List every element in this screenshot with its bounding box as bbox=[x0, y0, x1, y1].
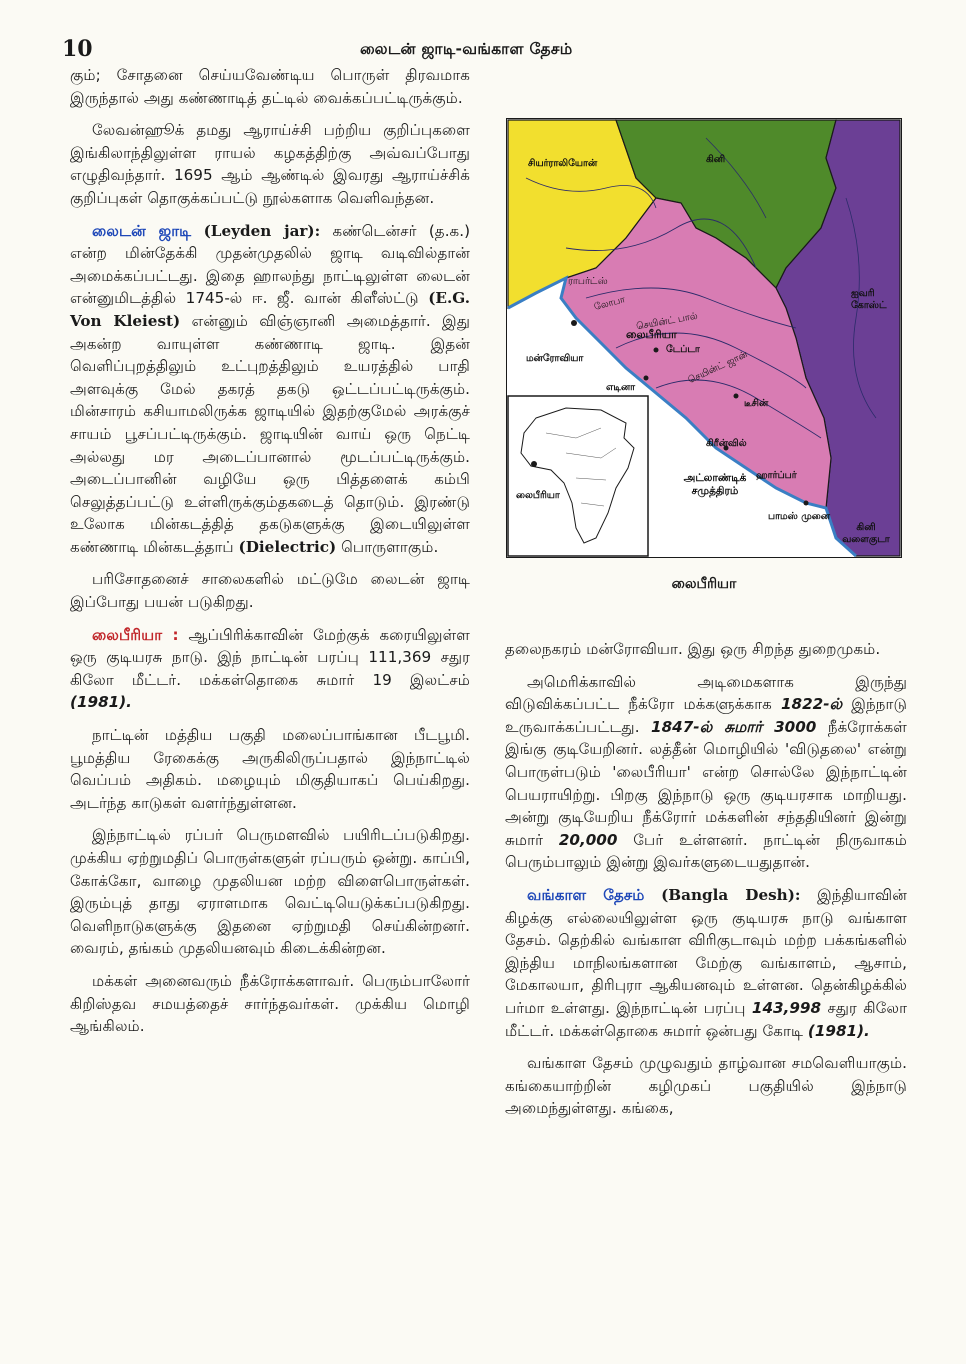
entry-heading: வங்காள தேசம் bbox=[527, 885, 645, 904]
inline-year: 1822-ல் bbox=[780, 695, 843, 714]
paragraph: நாட்டின் மத்திய பகுதி மலைப்பாங்கான பீடபூமி. பூமத்திய ரேகைக்கு அருகிலிருப்பதால் இந்நாட்டில் வெப்பம் அதிகம். மழையும் மிகுதியாகப் பெய்கிறது. அடர்ந்த காடுகள் வளர்ந்துள்ளன. bbox=[70, 726, 470, 812]
label-ivory-coast: ஐவரி கோஸ்ட் bbox=[851, 288, 887, 311]
label-cape-palmas: பாமஸ் முனை bbox=[768, 511, 830, 522]
entry-heading: லைபீரியா : bbox=[92, 625, 179, 644]
running-title: லைடன் ஜாடி-வங்காள தேசம் bbox=[360, 40, 573, 58]
inline-number: 20,000 bbox=[558, 830, 618, 849]
paragraph bbox=[505, 671, 907, 874]
inline-year: (1981). bbox=[70, 693, 132, 712]
inline-year: 1847-ல் சுமார் 3000 bbox=[651, 717, 817, 736]
entry-heading-latin: (Leyden jar): bbox=[203, 221, 321, 240]
label-guinea-gulf: கினி வளைகுடா bbox=[842, 522, 890, 545]
label-tapeta: டேப்டா bbox=[666, 344, 700, 355]
label-edina: எடினா bbox=[606, 382, 636, 393]
label-monrovia: மன்ரோவியா bbox=[526, 353, 584, 364]
inline-latin: (E.G. Von Kleiest) bbox=[70, 289, 471, 330]
paragraph: தலைநகரம் மன்ரோவியா. இது ஒரு சிறந்த துறைமுகம். bbox=[505, 640, 881, 658]
entry-heading-latin: (Bangla Desh): bbox=[661, 885, 801, 904]
text: இந்நாடு உருவாக்கப்பட்டது. bbox=[505, 695, 908, 736]
town-marker-tchien bbox=[734, 394, 739, 399]
paragraph: இந்நாட்டில் ரப்பர் பெருமளவில் பயிரிடப்படுகிறது. முக்கிய ஏற்றுமதிப் பொருள்களுள் ரப்பரும் ஒன்று. காப்பி, கோக்கோ, வாழை முதலியன மற்ற விளைபொருள்கள். இரும்புத் தாது ஏராளமாக வெட்டியெடுக்கப்படுகிறது. வெளிநாடுகளுக்கு இதனை ஏற்றுமதி செய்கின்றனர். வைரம், தங்கம் முதலியனவும் கிடைக்கின்றன. bbox=[70, 826, 470, 958]
liberia-map bbox=[506, 118, 902, 558]
entry-text: சதுர கிலோ மீட்டர். மக்கள்தொகை சுமார் ஒன்பது கோடி bbox=[505, 998, 908, 1040]
label-guinea: கினி bbox=[706, 154, 726, 165]
inline-latin: (Dielectric) bbox=[238, 537, 337, 556]
text: அமெரிக்காவில் அடிமைகளாக இருந்து விடுவிக்கப்பட்ட நீக்ரோ மக்களுக்காக bbox=[505, 672, 907, 714]
right-column bbox=[505, 638, 907, 1130]
entry-liberia bbox=[70, 624, 470, 714]
label-tchien: டீசின் bbox=[744, 398, 769, 409]
label-robertsport: ராபர்ட்ஸ் bbox=[568, 276, 608, 287]
inset-liberia-marker bbox=[531, 461, 537, 467]
entry-text: ஆப்பிரிக்காவின் மேற்குக் கரையிலுள்ள ஒரு குடியரசு நாடு. இந் நாட்டின் பரப்பு 111,369 சதுர கிலோ மீட்டர். மக்கள்தொகை சுமார் 19 இலட்சம் bbox=[70, 625, 471, 689]
town-marker-harper bbox=[804, 501, 809, 506]
entry-text: இந்தியாவின் கிழக்கு எல்லையிலுள்ள ஒரு குடியரசு நாடு வங்காள தேசம். தெற்கில் வங்காள விரிகுடாவும் மற்ற பக்கங்களில் இந்திய மாநிலங்களான மேற்கு வங்காளம், ஆசாம், மேகாலயா, திரிபுரா ஆகியனவும் உள்ளன. தென்கிழக்கில் பர்மா உள்ளது. இந்நாட்டின் பரப்பு bbox=[505, 885, 908, 1017]
label-river-st-john: செயின்ட் ஜான் bbox=[686, 348, 750, 387]
label-river-st-paul: செயின்ட் பால் bbox=[635, 310, 699, 333]
paragraph: லேவன்ஹூக் தமது ஆராய்ச்சி பற்றிய குறிப்புகளை இங்கிலாந்திலுள்ள ராயல் கழகத்திற்கு அவ்வப்போது எழுதிவந்தார். 1695 ஆம் ஆண்டில் இவரது ஆராய்ச்சிக் குறிப்புகள் தொகுக்கப்பட்டு நூல்களாக வெளிவந்தன. bbox=[70, 121, 470, 207]
label-river-lofa: லோபா bbox=[592, 294, 627, 313]
entry-text: கண்டென்சர் (த.க.) என்ற மின்தேக்கி முதன்முதலில் ஜாடி வடிவில்தான் அமைக்கப்பட்டது. இதை ஹாலந்து நாட்டிலுள்ள லைடன் என்னுமிடத்தில் 1745-ல் ஈ. ஜீ. வான் கிளீஸ்ட்டு bbox=[70, 221, 470, 308]
left-column bbox=[70, 64, 470, 1048]
town-marker-edina bbox=[644, 376, 649, 381]
text: பேர் உள்ளனர். நாட்டின் நிருவாகம் பெரும்பாலும் இன்று இவர்களுடையதுதான். bbox=[505, 830, 907, 872]
entry-text: என்னும் விஞ்ஞானி அமைத்தார். இது அகன்ற வாயுள்ள கண்ணாடி ஜாடி. இதன் வெளிப்புறத்திலும் உட்புறத்திலும் உயரத்தில் பாதி அளவுக்கு மேல் தகரத் தகடு ஒட்டப்பட்டிருக்கும். மின்சாரம் கசியாமலிருக்க ஜாடியில் இதற்குமேல் அரக்குச் சாயம் பூசப்பட்டிருக்கும். ஜாடியின் வாய் ஒரு நெட்டி அல்லது மர அடைப்பானால் மூடப்பட்டிருக்கும். அடைப்பானின் வழியே ஒரு பித்தளைக் கம்பி செலுத்தப்பட்டு உள்ளிருக்கும்தகடைத் தொடும். இரண்டு உலோக மின்கடத்தித் தகடுகளுக்கு இடையிலுள்ள கண்ணாடி மின்கடத்தாப் bbox=[70, 311, 471, 556]
town-marker-tapeta bbox=[654, 348, 659, 353]
entry-heading: லைடன் ஜாடி bbox=[92, 221, 192, 240]
text: நீக்ரோக்கள் இங்கு குடியேறினர். லத்தீன் மொழியில் 'விடுதலை' என்று பொருள்படும் 'லைபீரியா' என்ற சொல்லே இந்நாட்டின் பெயராயிற்று. பிறகு இந்நாடு ஒரு குடியரசாக மாறியது. அன்று குடியேறிய நீக்ரோர் மக்களின் சந்ததியினர் இன்று சுமார் bbox=[505, 717, 907, 849]
figure-caption: லைபீரியா bbox=[671, 576, 737, 592]
paragraph: பரிசோதனைச் சாலைகளில் மட்டுமே லைடன் ஜாடி இப்போது பயன் படுகிறது. bbox=[70, 570, 470, 612]
label-liberia: லைபீரியா bbox=[626, 328, 677, 341]
town-marker-monrovia bbox=[571, 320, 577, 326]
label-atlantic: அட்லாண்டிக் சமுத்திரம் bbox=[683, 472, 747, 497]
entry-bangla-desh bbox=[505, 884, 907, 1042]
inline-year: (1981). bbox=[807, 1021, 870, 1040]
label-inset-liberia: லைபீரியா bbox=[516, 490, 560, 501]
paragraph: வங்காள தேசம் முழுவதும் தாழ்வான சமவெளியாகும். கங்கையாற்றின் கழிமுகப் பகுதியில் இந்நாடு அமைந்துள்ளது. கங்கை, bbox=[505, 1054, 907, 1118]
label-harper: ஹார்ப்பர் bbox=[756, 470, 797, 481]
page-number: 10 bbox=[62, 36, 93, 62]
entry-leyden-jar bbox=[70, 220, 470, 559]
paragraph: மக்கள் அனைவரும் நீக்ரோக்களாவர். பெரும்பாலோர் கிறிஸ்தவ சமயத்தைச் சார்ந்தவர்கள். முக்கிய மொழி ஆங்கிலம். bbox=[70, 971, 470, 1036]
label-greenville: கிரீன்வில் bbox=[706, 438, 747, 449]
label-sierra-leone: சியர்ராலியோன் bbox=[528, 158, 598, 169]
inline-number: 143,998 bbox=[751, 998, 822, 1017]
paragraph: கும்; சோதனை செய்யவேண்டிய பொருள் திரவமாக இருந்தால் அது கண்ணாடித் தட்டில் வைக்கப்பட்டிருக்கும். bbox=[70, 66, 470, 107]
entry-text: பொருளாகும். bbox=[341, 537, 439, 556]
